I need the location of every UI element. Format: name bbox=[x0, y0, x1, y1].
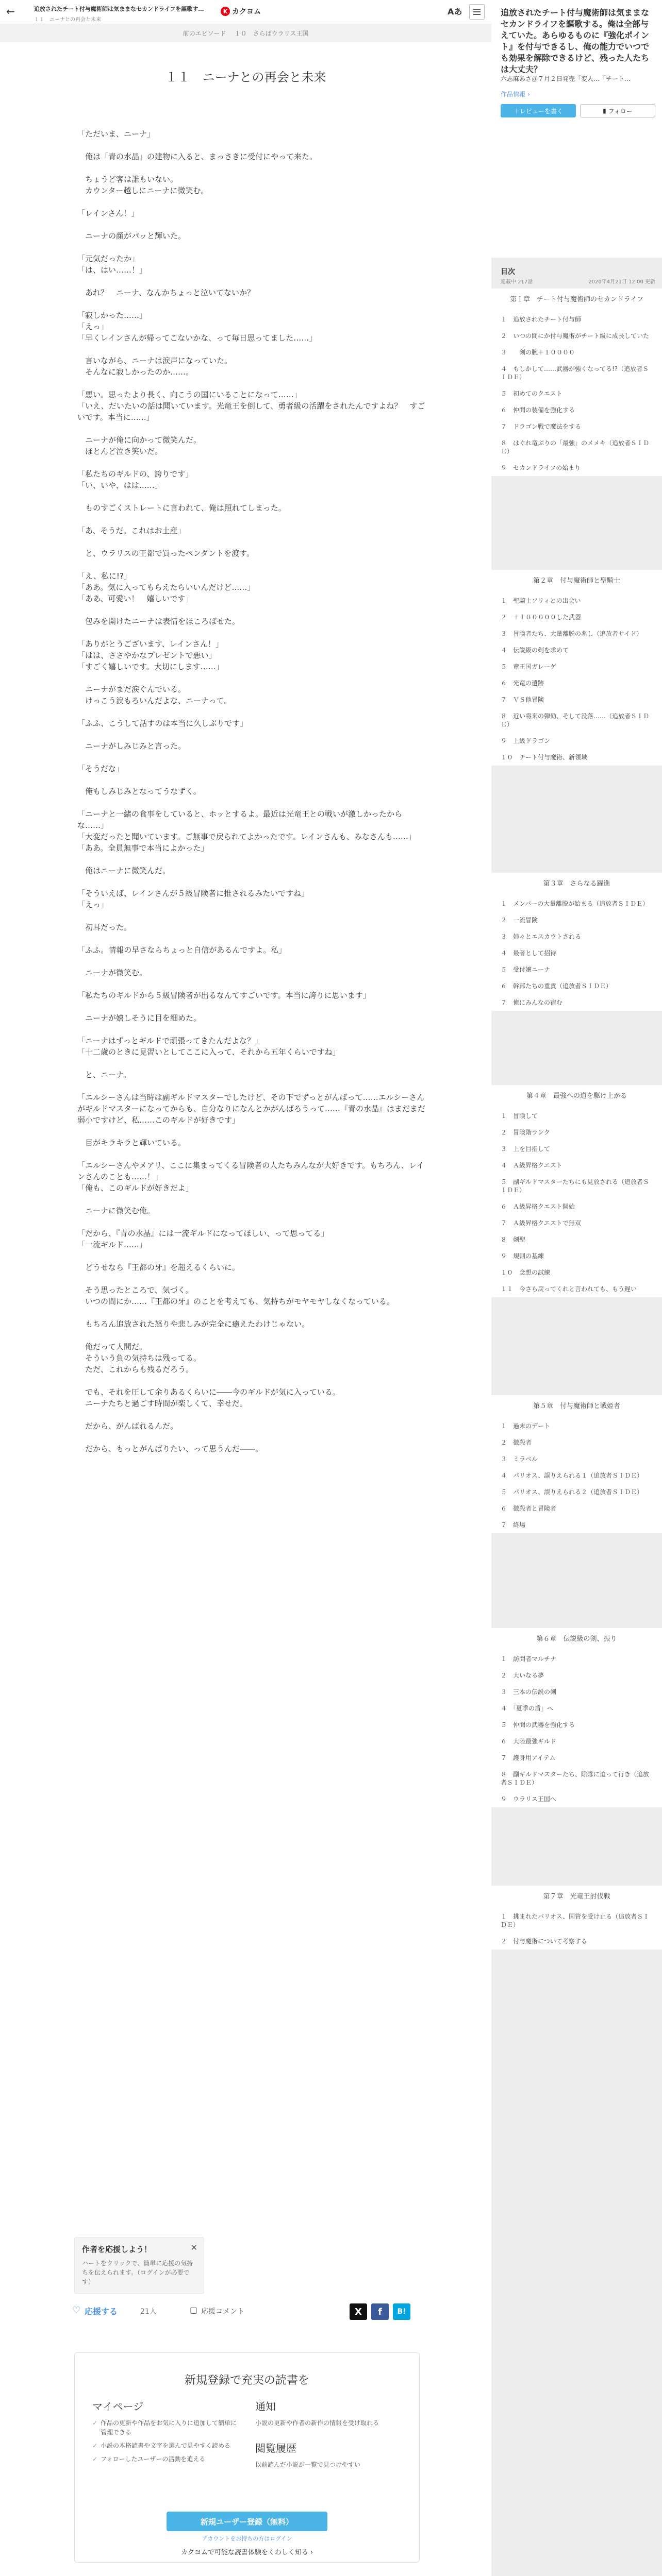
body-paragraph: 「大変だったと聞いています。ご無事で戻られてよかったです。レインさんも、みなさんも……」 bbox=[77, 832, 416, 841]
mypage-item: ✓ フォローしたユーザーの活動を追える bbox=[92, 2454, 242, 2464]
body-paragraph: 「早くレインさんが帰ってこないかな、って毎日思ってました……」 bbox=[77, 333, 317, 343]
work-info-text: 作品情報 bbox=[501, 91, 526, 98]
body-paragraph: 「エルシーさんやメアリ、ここに集まってくる冒険者の人たちみんなが大好きです。もちろん、レインさんのことも……！」 bbox=[77, 1161, 424, 1181]
toc-episode-link[interactable]: ８ 副ギルドマスターたち、除隊に迫って行き（追放者ＳＩＤＥ） bbox=[501, 1771, 649, 1786]
reading-column bbox=[0, 24, 491, 2576]
body-paragraph: ニーナに微笑む俺。 bbox=[77, 1206, 155, 1215]
toc-episode-link[interactable]: ４ 伝説級の剣を求めて bbox=[501, 647, 569, 654]
toc-episode-link[interactable]: ３ 冒険者たち、大量離脱の兆し（追放者サイド） bbox=[501, 630, 643, 637]
toc-chapter bbox=[491, 289, 662, 476]
toc-chapter-title: 第６章 伝説級の剣、振り bbox=[536, 1635, 617, 1643]
blank-line bbox=[77, 1216, 428, 1228]
menu-icon[interactable] bbox=[469, 4, 485, 20]
toc-episode-link[interactable]: ５ 副ギルドマスターたちにも見放される（追放者ＳＩＤＥ） bbox=[501, 1178, 649, 1194]
toc-chapter-title: 第２章 付与魔術師と聖騎士 bbox=[533, 577, 620, 585]
history-desc: 以前読んだ小説が一覧で見つけやすい bbox=[255, 2461, 361, 2468]
blank-line bbox=[77, 956, 428, 967]
body-paragraph: ニーナの顔がパッと輝いた。 bbox=[77, 231, 186, 241]
register-features bbox=[255, 2398, 405, 2482]
toc-chapter-title: 第４章 最強への道を駆け上がる bbox=[526, 1092, 627, 1100]
blank-line bbox=[77, 1409, 428, 1420]
blank-line bbox=[77, 1432, 428, 1443]
mypage-item: ✓ 作品の更新や作品をお気に入りに追加して簡単に管理できる bbox=[92, 2418, 242, 2437]
body-paragraph: けっこう涙もろいんだよな、ニーナって。 bbox=[77, 696, 232, 705]
toc-episode-link[interactable]: １ メンバーの大量離脱が始まる（追放者ＳＩＤＥ） bbox=[501, 900, 649, 907]
body-paragraph: 俺だって人間だ。 bbox=[77, 1342, 147, 1351]
blank-line bbox=[77, 491, 428, 502]
body-paragraph: 「一流ギルド……」 bbox=[77, 1240, 147, 1249]
header-title-block[interactable] bbox=[34, 5, 209, 23]
body-paragraph: そんなに寂しかったのか……。 bbox=[77, 367, 194, 377]
blank-line bbox=[77, 298, 428, 310]
header-episode-title: １１ ニーナとの再会と未来 bbox=[34, 17, 101, 23]
toc-episode-link[interactable]: ３ ミラベル bbox=[501, 1455, 538, 1463]
body-paragraph: 「ふふ、こうして話すのは本当に久しぶりです」 bbox=[77, 719, 248, 728]
register-button[interactable]: 新規ユーザー登録（無料） bbox=[167, 2512, 327, 2531]
body-paragraph: 「ニーナはずっとギルドで頑張ってきたんだよな？」 bbox=[77, 1036, 262, 1045]
body-paragraph: カウンター越しにニーナに微笑む。 bbox=[77, 186, 209, 195]
current-episode-label: １０ さらばウラリス王国 bbox=[234, 29, 309, 37]
body-paragraph: 「レインさん！」 bbox=[77, 209, 139, 218]
toc-chapter-title: 第５章 付与魔術師と戦姫者 bbox=[533, 1402, 620, 1410]
blank-line bbox=[77, 1001, 428, 1012]
blank-line bbox=[77, 378, 428, 389]
toc-episode-link[interactable]: ２ 大いなる夢 bbox=[501, 1672, 544, 1679]
body-paragraph: 「エルシーさんは当時は副ギルドマスターでしたけど、その下でずっとがんばって……エルシーさんがギルドマスターになってからも、自分なりになんとかがんばろうって……『青の水晶』はまだまだ弱小ですけど、私……このギルドが好きです」 bbox=[77, 1093, 425, 1125]
blank-line bbox=[77, 1148, 428, 1160]
body-paragraph: 「すごく嬉しいです。大切にします……」 bbox=[77, 662, 224, 671]
toc-episode-link[interactable]: ７ ドラゴン戦で魔法をする bbox=[501, 423, 582, 430]
body-paragraph: 「そういえば、レインさんが５級冒険者に推されるみたいですね」 bbox=[77, 889, 309, 898]
toc-episode-link[interactable]: ２ いつの間にか付与魔術がチート級に成長していた bbox=[501, 332, 650, 340]
body-paragraph: 「私たちのギルドから５級冒険者が出るなんてすごいです。本当に誇りに思います」 bbox=[77, 991, 371, 1000]
toc-episode-link[interactable]: ６ 仲間の装備を強化する bbox=[501, 406, 575, 414]
prev-episode-link[interactable]: 前のエピソード bbox=[183, 29, 226, 37]
chapter-title: １１ ニーナとの再会と未来 bbox=[165, 70, 326, 84]
toc-chapter bbox=[491, 1886, 662, 1950]
body-paragraph: ニーナがしみじみと言った。 bbox=[77, 741, 186, 751]
blank-line bbox=[77, 423, 428, 434]
blank-line bbox=[77, 978, 428, 990]
body-paragraph: 「は、はい……！」 bbox=[77, 265, 147, 275]
blank-line bbox=[77, 1194, 428, 1205]
body-paragraph: だから、がんばれるんだ。 bbox=[77, 1421, 178, 1431]
toc-episode-link[interactable]: ８ 剣聖 bbox=[501, 1236, 526, 1243]
toc-chapter bbox=[491, 1628, 662, 1807]
toc-episode-link[interactable]: ６ 大陸最強ギルド bbox=[501, 1738, 556, 1745]
toc-episode-link[interactable]: ２ 冒険階ランク bbox=[501, 1129, 550, 1136]
toc-episode-link[interactable]: ６ 光竜の遺跡 bbox=[501, 680, 544, 687]
notice-title: 通知 bbox=[255, 2400, 276, 2413]
body-paragraph: 「ただいま、ニーナ」 bbox=[77, 129, 155, 139]
body-paragraph: 「え、私に!?」 bbox=[77, 571, 131, 581]
body-paragraph: 包みを開けたニーナは表情をほころばせた。 bbox=[77, 617, 240, 626]
body-paragraph: 「ああ、可愛い！ 嬉しいです」 bbox=[77, 594, 193, 603]
toc-episode-link[interactable]: ４ もしかして……武器が強くなってる!?（追放者ＳＩＤＥ） bbox=[501, 365, 649, 381]
toc-updated: 2020年4月21日 12:00 更新 bbox=[588, 279, 655, 285]
blank-line bbox=[77, 457, 428, 468]
toc-chapter bbox=[491, 873, 662, 1011]
blank-line bbox=[77, 162, 428, 174]
heart-icon[interactable]: ♡ bbox=[72, 2305, 81, 2316]
cheer-button[interactable]: 応援する bbox=[85, 2307, 118, 2316]
toc-episode-link[interactable]: ４ Ａ級昇格クエスト bbox=[501, 1162, 562, 1169]
blank-line bbox=[77, 219, 428, 230]
body-paragraph: いつの間にか……『王都の牙』のことを考えても、気持ちがモヤモヤしなくなっている。 bbox=[77, 1297, 395, 1306]
comment-button[interactable]: 応援コメント bbox=[201, 2308, 244, 2316]
toc-episode-link[interactable]: ５ 仲間の武器を強化する bbox=[501, 1721, 575, 1728]
blank-line bbox=[77, 559, 428, 570]
blank-line bbox=[77, 1307, 428, 1318]
body-paragraph: ちょうど客は誰もいない。 bbox=[77, 175, 178, 184]
toc-episode-link[interactable]: １０ 念想の試練 bbox=[501, 1269, 551, 1276]
mypage-title: マイページ bbox=[92, 2400, 144, 2413]
body-paragraph: 「えっ」 bbox=[77, 900, 109, 909]
toc-episode-link[interactable]: ２ 一流冒険 bbox=[501, 917, 538, 924]
toc-episode-link[interactable]: ７ 終場 bbox=[501, 1521, 526, 1529]
body-paragraph: ただ、これからも残るだろう。 bbox=[77, 1365, 194, 1374]
body-paragraph: だから、もっとがんばりたい、って思うんだ――。 bbox=[77, 1444, 263, 1453]
blank-line bbox=[77, 627, 428, 638]
body-paragraph: 「ああ。全員無事で本当によかった」 bbox=[77, 843, 209, 853]
body-paragraph: ニーナが嬉しそうに目を細めた。 bbox=[77, 1013, 202, 1023]
support-popup bbox=[74, 2237, 204, 2294]
body-paragraph: ニーナが俺に向かって微笑んだ。 bbox=[77, 435, 202, 445]
toc-episode-link[interactable]: ８ はぐれ竜ぶりの「最強」のメメキ（追放者ＳＩＤＥ） bbox=[501, 439, 650, 455]
toc-chapter bbox=[491, 1085, 662, 1297]
blank-line bbox=[77, 797, 428, 808]
blank-line bbox=[77, 140, 428, 151]
toc-episode-link[interactable]: ２ ＋１０００００した武器 bbox=[501, 614, 582, 621]
body-paragraph: ニーナが微笑む。 bbox=[77, 968, 147, 977]
toc-sidebar bbox=[491, 0, 662, 2576]
body-paragraph: 「い、いや、はは……」 bbox=[77, 481, 162, 490]
body-paragraph: 「十二歳のときに見習いとしてここに入って、それから五年くらいですね」 bbox=[77, 1047, 340, 1057]
toc-episode-link[interactable]: ８ 近い将来の弾劾、そして没落……（追放者ＳＩＤＥ） bbox=[501, 713, 650, 728]
toc-episode-link[interactable]: ３ 上を目指して bbox=[501, 1145, 551, 1153]
body-paragraph: 目がキラキラと輝いている。 bbox=[77, 1138, 186, 1147]
blank-line bbox=[77, 672, 428, 684]
body-paragraph: 「えっ」 bbox=[77, 322, 109, 331]
blank-line bbox=[77, 752, 428, 763]
body-paragraph: と、ニーナ。 bbox=[77, 1070, 131, 1079]
toc-episode-link[interactable]: ２ 付与魔術について考察する bbox=[501, 1938, 587, 1945]
blank-line bbox=[77, 1375, 428, 1386]
x-share-icon[interactable]: X bbox=[350, 2303, 367, 2320]
toc-episode-link[interactable]: １ 追放されたチート付与師 bbox=[501, 316, 582, 323]
toc-episode-link[interactable]: ５ 受付嬢ニーナ bbox=[501, 966, 551, 973]
toc-chapter-title: 第７章 光竜王討伐戦 bbox=[543, 1893, 610, 1901]
toc-episode-link[interactable]: ６ 徴殺者と冒険者 bbox=[501, 1505, 557, 1512]
blank-line bbox=[77, 276, 428, 287]
logo-mark-icon: K bbox=[221, 7, 230, 16]
blank-line bbox=[77, 706, 428, 718]
body-paragraph: 「はは、ささやかなプレゼントで悪い」 bbox=[77, 651, 217, 660]
logo-text: カクヨム bbox=[232, 8, 261, 16]
register-title: 新規登録で充実の読書を bbox=[184, 2374, 309, 2387]
body-paragraph: 「ありがとうございます、レインさん！」 bbox=[77, 639, 224, 649]
font-size-button[interactable]: Aあ bbox=[448, 7, 462, 16]
toc-episode-link[interactable]: ６ 幹部たちの重責（追放者ＳＩＤＥ） bbox=[501, 982, 613, 990]
review-button[interactable]: ＋レビューを書く bbox=[501, 104, 576, 117]
body-paragraph: 「悪い。思ったより長く、向こうの国にいることになって……」 bbox=[77, 390, 302, 399]
toc-episode-link[interactable]: １ 過末のデート bbox=[501, 1422, 551, 1430]
body-paragraph: 「ニーナと一緒の食事をしていると、ホッとするよ。最近は光竜王との戦いが激しかったからな……」 bbox=[77, 809, 403, 830]
chevron-right-icon: › bbox=[310, 2549, 313, 2556]
body-paragraph: 「私たちのギルドの、誇りです」 bbox=[77, 469, 193, 479]
body-paragraph: 初耳だった。 bbox=[77, 923, 132, 932]
blank-line bbox=[77, 242, 428, 253]
body-paragraph: 「元気だったか」 bbox=[77, 254, 140, 263]
body-paragraph: 俺はニーナに微笑んだ。 bbox=[77, 866, 171, 875]
toc-episode-link[interactable]: ４ パリオス、誤りえられる１（追放者ＳＩＤＥ） bbox=[501, 1472, 643, 1479]
toc-chapter bbox=[491, 570, 662, 766]
history-title: 閲覧履歴 bbox=[255, 2442, 296, 2454]
toc-episode-link[interactable]: ７ 俺にみんなの宿む bbox=[501, 999, 563, 1006]
blank-line bbox=[77, 514, 428, 525]
notice-desc: 小説の更新や作者の新作の情報を受け取れる bbox=[255, 2419, 379, 2427]
toc-episode-link[interactable]: １ 訪問者マルチナ bbox=[501, 1655, 557, 1663]
toc-chapter-title: 第１章 チート付与魔術師のセカンドライフ bbox=[509, 296, 644, 303]
body-paragraph: でも、それを圧して余りあるくらいに――今のギルドが気に入っている。 bbox=[77, 1387, 340, 1397]
blank-line bbox=[77, 774, 428, 786]
blank-line bbox=[77, 876, 428, 888]
body-paragraph: そう思ったところで、気づく。 bbox=[77, 1285, 193, 1295]
sidebar-author[interactable]: 六志麻あさ＠７月２日発売「変人…「チート… bbox=[501, 75, 631, 82]
episode-body bbox=[77, 128, 428, 1454]
body-paragraph: と、ウラリスの王都で買ったペンダントを渡す。 bbox=[77, 549, 255, 558]
back-arrow-icon[interactable]: ← bbox=[6, 5, 15, 18]
body-paragraph: もちろん追放された怒りや悲しみが完全に癒えたわけじゃない。 bbox=[77, 1319, 310, 1329]
body-paragraph: 「寂しかった……」 bbox=[77, 311, 147, 320]
kakuyomu-logo[interactable] bbox=[221, 6, 261, 16]
toc-title: 目次 bbox=[501, 268, 515, 276]
body-paragraph: ニーナたちと過ごす時間が楽しくて、幸せだ。 bbox=[77, 1399, 247, 1408]
toc-chapter-title: 第３章 さらなる躍進 bbox=[543, 880, 610, 888]
blank-line bbox=[77, 729, 428, 740]
body-paragraph: どうせなら『王都の牙』を超えるくらいに。 bbox=[77, 1263, 240, 1272]
toc-episode-link[interactable]: ４ 最者として招待 bbox=[501, 950, 557, 957]
follow-text: フォロー bbox=[608, 107, 633, 115]
follow-button[interactable] bbox=[580, 104, 655, 117]
toc-episode-link[interactable]: １ 冒険して bbox=[501, 1112, 538, 1120]
toc-episode-link[interactable]: １０ チート付与魔術、新領域 bbox=[501, 754, 588, 761]
blank-line bbox=[77, 604, 428, 616]
body-paragraph: ほとんど泣き笑いだ。 bbox=[77, 447, 163, 456]
learn-more-text: カクヨムで可能な読書体験をくわしく知る bbox=[180, 2549, 308, 2556]
body-paragraph: 俺もしみじみとなってうなずく。 bbox=[77, 787, 201, 796]
sidebar-work-title[interactable]: 追放されたチート付与魔術師は気ままなセカンドライフを謳歌する。俺は全部与えていた。あらゆるものに『強化ポイント』を付与できるし、俺の能力でいつでも効果を解除できるけど、残った人たちは大丈夫？ bbox=[501, 8, 650, 74]
close-icon[interactable]: ✕ bbox=[190, 2243, 197, 2252]
toc-episode-link[interactable]: ４ 「夏季の盾」へ bbox=[501, 1705, 554, 1712]
toc-episode-link[interactable]: １ 挑まれたパリオス、国管を受け止る（追放者ＳＩＤＥ） bbox=[501, 1913, 650, 1928]
toc-episode-link[interactable]: ３ 三本の伝説の剣 bbox=[501, 1688, 557, 1696]
blank-line bbox=[77, 536, 428, 548]
blank-line bbox=[77, 933, 428, 944]
toc-episode-link[interactable]: ７ Ａ級昇格クエストで無双 bbox=[501, 1219, 581, 1227]
register-mypage bbox=[92, 2398, 242, 2468]
blank-line bbox=[77, 854, 428, 865]
toc-episode-link[interactable]: ９ セカンドライフの始まり bbox=[501, 464, 581, 471]
body-paragraph: 「いえ、だいたいの話は聞いています。光竜王を倒して、勇者級の活躍をされたんですよね？ すごいです。本当に……」 bbox=[77, 401, 425, 422]
toc-episode-link[interactable]: ３ 姉々とエスカウトされる bbox=[501, 933, 582, 940]
toc-episode-link[interactable]: ７ ＶＳ他冒険 bbox=[501, 696, 544, 703]
blank-line bbox=[77, 1330, 428, 1341]
toc-episode-link[interactable]: ９ 上級ドラゴン bbox=[501, 737, 551, 744]
work-info-panel bbox=[491, 0, 662, 258]
toc-episode-link[interactable]: ５ パリオス、誤りえられる２（追放者ＳＩＤＥ） bbox=[501, 1488, 643, 1496]
episode-nav bbox=[0, 24, 491, 42]
body-paragraph: 「あ、そうだ。これはお土産」 bbox=[77, 526, 186, 535]
blank-line bbox=[77, 344, 428, 355]
body-paragraph: 「俺も、このギルドが好きだよ」 bbox=[77, 1183, 193, 1193]
cheer-count[interactable]: 21人 bbox=[140, 2308, 157, 2316]
bookmark-icon: ▮ bbox=[603, 107, 606, 114]
blank-line bbox=[77, 1058, 428, 1069]
toc-episode-link[interactable]: ７ 護身用アイテム bbox=[501, 1754, 556, 1761]
learn-more-link[interactable] bbox=[75, 2547, 419, 2556]
toc-episode-link[interactable]: ５ 竜王国ガレーゲ bbox=[501, 663, 557, 670]
toc-episode-link[interactable]: ９ 規則の基練 bbox=[501, 1252, 544, 1260]
header-work-title: 追放されたチート付与魔術師は気ままなセカンドライフを謳歌する。 bbox=[34, 6, 209, 12]
body-paragraph: そういう負の気持ちは残ってる。 bbox=[77, 1353, 202, 1363]
body-paragraph: あれ？ ニーナ、なんかちょっと泣いてないか？ bbox=[77, 288, 255, 297]
blank-line bbox=[77, 1126, 428, 1137]
body-paragraph: ものすごくストレートに言われて、俺は照れてしまった。 bbox=[77, 503, 286, 513]
body-paragraph: ニーナがまだ涙ぐんでいる。 bbox=[77, 685, 186, 694]
blank-line bbox=[77, 1024, 428, 1035]
blank-line bbox=[77, 1273, 428, 1284]
toc-meta bbox=[501, 277, 655, 285]
work-info-link[interactable] bbox=[501, 90, 530, 98]
toc-episode-link[interactable]: ５ 初めてのクエスト bbox=[501, 390, 562, 397]
comment-icon[interactable]: ▢ bbox=[190, 2305, 198, 2315]
login-link[interactable]: アカウントをお持ちの方はログイン bbox=[202, 2535, 292, 2542]
blank-line bbox=[77, 1080, 428, 1092]
register-box bbox=[74, 2352, 420, 2563]
blank-line bbox=[77, 910, 428, 922]
toc-episode-link[interactable]: ９ ウラリス王国へ bbox=[501, 1795, 556, 1803]
toc-episode-link[interactable]: １１ 今さら戻ってくれと言われても、もう遅い bbox=[501, 1285, 637, 1293]
hatena-share-icon[interactable]: B! bbox=[393, 2303, 410, 2320]
body-paragraph: 「そうだな」 bbox=[77, 764, 124, 773]
toc-episode-link[interactable]: ６ Ａ級昇格クエスト開始 bbox=[501, 1203, 575, 1210]
body-paragraph: 俺は「青の水晶」の建物に入ると、まっさきに受付にやって来た。 bbox=[77, 152, 318, 161]
facebook-share-icon[interactable]: f bbox=[371, 2303, 389, 2320]
support-popup-body: ハートをクリックで、簡単に応援の気持ちを伝えられます。（ログインが必要です） bbox=[82, 2260, 193, 2285]
blank-line bbox=[77, 1250, 428, 1262]
body-paragraph: 「ふふ。情報の早さならちょっと自信があるんですよ。私」 bbox=[77, 945, 287, 955]
body-paragraph: 「だから、『青の水晶』には一流ギルドになってほしい、って思ってる」 bbox=[77, 1229, 329, 1238]
body-paragraph: 「ああ。気に入ってもらえたらいいんだけど……」 bbox=[77, 583, 255, 592]
blank-line bbox=[77, 196, 428, 208]
body-paragraph: 言いながら、ニーナは涙声になっていた。 bbox=[77, 356, 233, 365]
toc-chapter bbox=[491, 1395, 662, 1533]
chevron-right-icon: › bbox=[527, 91, 530, 98]
support-popup-title: 作者を応援しよう！ bbox=[82, 2245, 152, 2254]
toc-episode-link[interactable]: １ 聖騎士ソリィとの出会い bbox=[501, 597, 581, 604]
toc-episode-link[interactable]: ２ 徴殺者 bbox=[501, 1439, 532, 1446]
toc-episode-link[interactable]: ３ 剣の腕＋１００００ bbox=[501, 349, 575, 356]
mypage-item: ✓ 小説の本格読書や文字を選んで見やすく読める bbox=[92, 2441, 242, 2450]
toc-count: 連載中 217話 bbox=[501, 279, 533, 285]
